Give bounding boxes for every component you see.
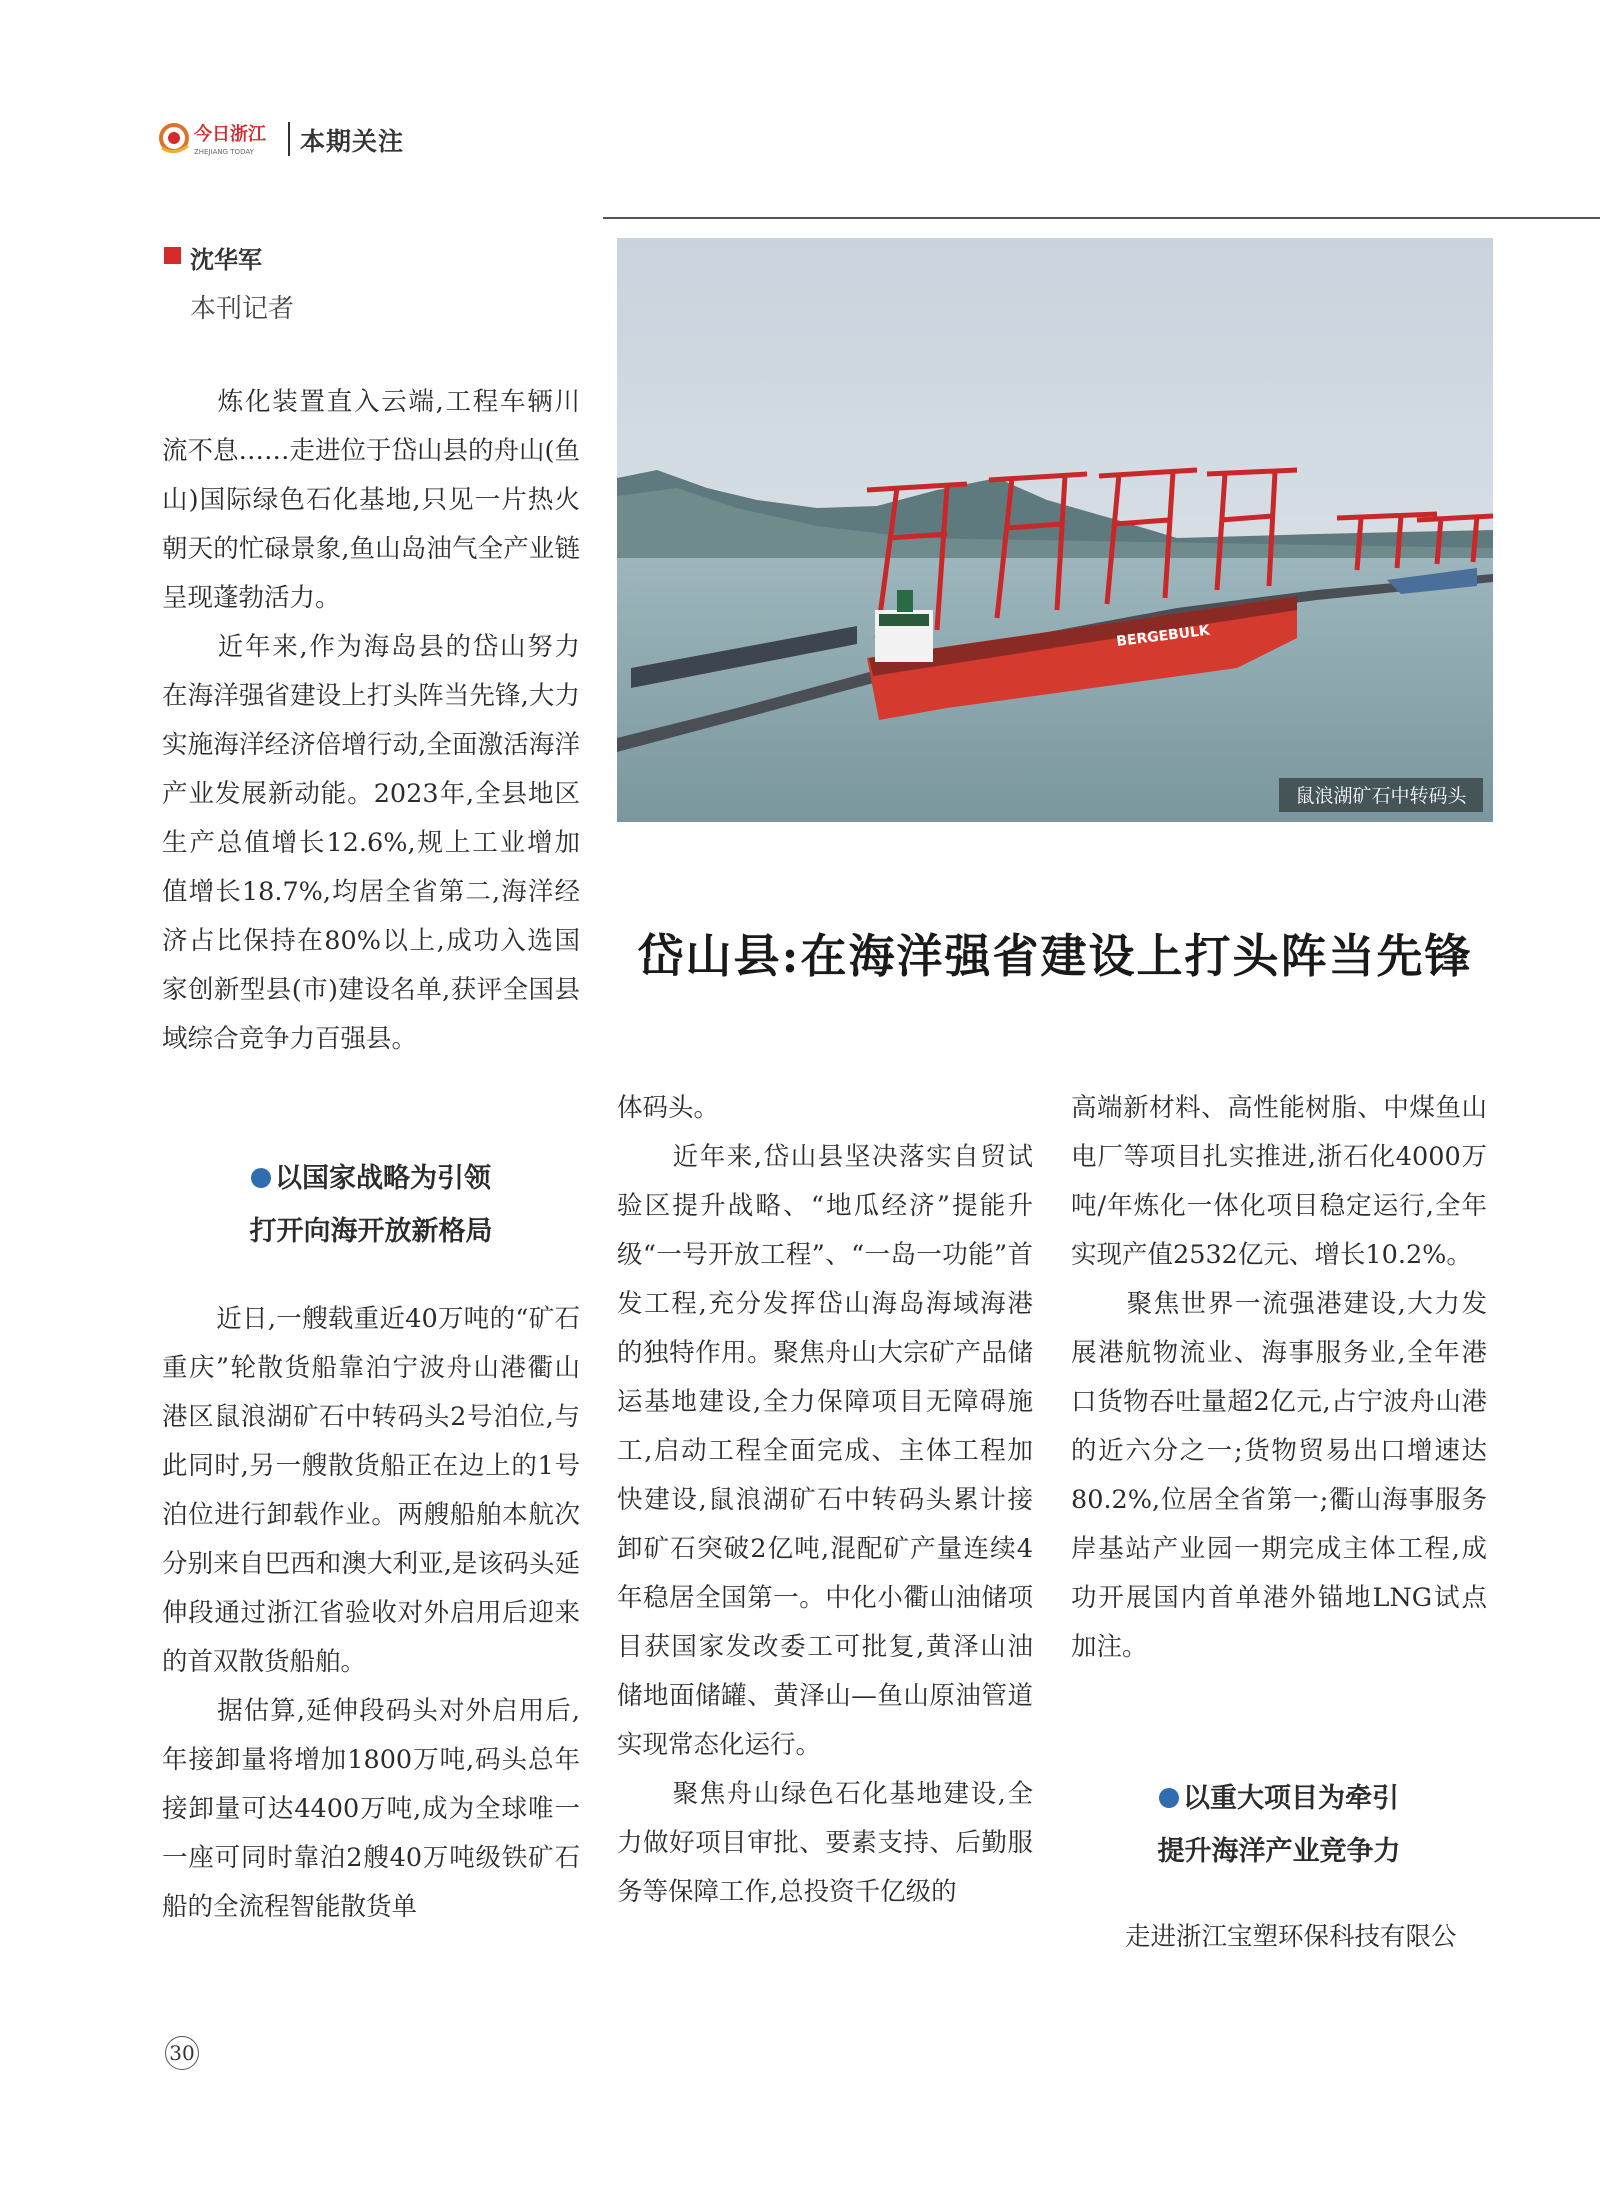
- body-paragraph: 聚焦世界一流强港建设,大力发展港航物流业、海事服务业,全年港口货物吞吐量超2亿元,占宁波舟山港的近六分之一;货物贸易出口增速达80.2%,位居全省第一;衢山海事服务岸基站产业园一期完成主体工程,成功开展国内首单港外锚地LNG试点加注。: [1071, 1289, 1487, 1662]
- section2-text: [1071, 1913, 1487, 1962]
- body-paragraph: 近日,一艘载重近40万吨的“矿石重庆”轮散货船靠泊宁波舟山港衢山港区鼠浪湖矿石中转码头2号泊位,与此同时,另一艘散货船正在边上的1号泊位进行卸载作业。两艘船舶本航次分别来自巴西和澳大利亚,是该码头延伸段通过浙江省验收对外启用后迎来的首双散货船舶。: [162, 1304, 580, 1677]
- author-role: 本刊记者: [190, 294, 295, 324]
- logo-cn-text: 今日浙江: [194, 124, 266, 145]
- lead-paragraph: 炼化装置直入云端,工程车辆川流不息……走进位于岱山县的舟山(鱼山)国际绿色石化基地,只见一片热火朝天的忙碌景象,鱼山岛油气全产业链呈现蓬勃活力。: [162, 387, 580, 613]
- body-paragraph: 走进浙江宝塑环保科技有限公: [1125, 1922, 1457, 1952]
- port-photo: [617, 238, 1493, 822]
- page-number: 30: [165, 2036, 199, 2070]
- body-paragraph: 据估算,延伸段码头对外启用后,年接卸量将增加1800万吨,码头总年接卸量可达4400万吨,成为全球唯一一座可同时靠泊2艘40万吨级铁矿石船的全流程智能散货单: [162, 1696, 580, 1922]
- headline: 岱山县:在海洋强省建设上打头阵当先锋: [637, 929, 1473, 983]
- header-separator: [288, 122, 290, 156]
- subheading-2: 以重大项目为牵引 提升海洋产业竞争力: [1157, 1783, 1401, 1867]
- author-name: 沈华军: [190, 246, 262, 274]
- body-paragraph: 聚焦舟山绿色石化基地建设,全力做好项目审批、要素支持、后勤服务等保障工作,总投资千亿级的: [617, 1779, 1033, 1907]
- section-label: 本期关注: [300, 127, 405, 156]
- section1-text: [162, 1295, 580, 1932]
- body-paragraph: 近年来,岱山县坚决落实自贸试验区提升战略、“地瓜经济”提能升级“一号开放工程”、“一岛一功能”首发工程,充分发挥岱山海岛海域海港的独特作用。聚焦舟山大宗矿产品储运基地建设,全力保障项目无障碍施工,启动工程全面完成、主体工程加快建设,鼠浪湖矿石中转码头累计接卸矿石突破2亿吨,混配矿产量连续4年稳居全国第一。中化小衢山油储项目获国家发改委工可批复,黄泽山油储地面储罐、黄泽山—鱼山原油管道实现常态化运行。: [617, 1142, 1033, 1760]
- zhejiang-today-logo: [158, 118, 278, 160]
- top-rule: [603, 217, 1600, 219]
- logo-en-text: ZHEJIANG TODAY: [194, 148, 254, 156]
- photo-caption: 鼠浪湖矿石中转码头: [1295, 785, 1467, 807]
- lead-text: [162, 378, 580, 1064]
- continuation-text: 体码头。: [617, 1093, 720, 1123]
- lead-paragraph: 近年来,作为海岛县的岱山努力在海洋强省建设上打头阵当先锋,大力实施海洋经济倍增行动,全面激活海洋产业发展新动能。2023年,全县地区生产总值增长12.6%,规上工业增加值增长18.7%,均居全省第二,海洋经济占比保持在80%以上,成功入选国家创新型县(市)建设名单,获评全国县域综合竞争力百强县。: [162, 632, 580, 1054]
- bullet-dot-icon: [1159, 1788, 1179, 1808]
- subheading-1: 以国家战略为引领 打开向海开放新格局: [249, 1163, 493, 1247]
- column-3-text: [1071, 1084, 1487, 1672]
- continuation-text: 高端新材料、高性能树脂、中煤鱼山电厂等项目扎实推进,浙石化4000万吨/年炼化一体化项目稳定运行,全年实现产值2532亿元、增长10.2%。: [1071, 1093, 1487, 1270]
- bullet-dot-icon: [251, 1168, 271, 1188]
- author-marker: [164, 247, 181, 264]
- ship-name-text: BERGEBULK: [1115, 622, 1211, 650]
- column-2-text: [617, 1084, 1033, 1917]
